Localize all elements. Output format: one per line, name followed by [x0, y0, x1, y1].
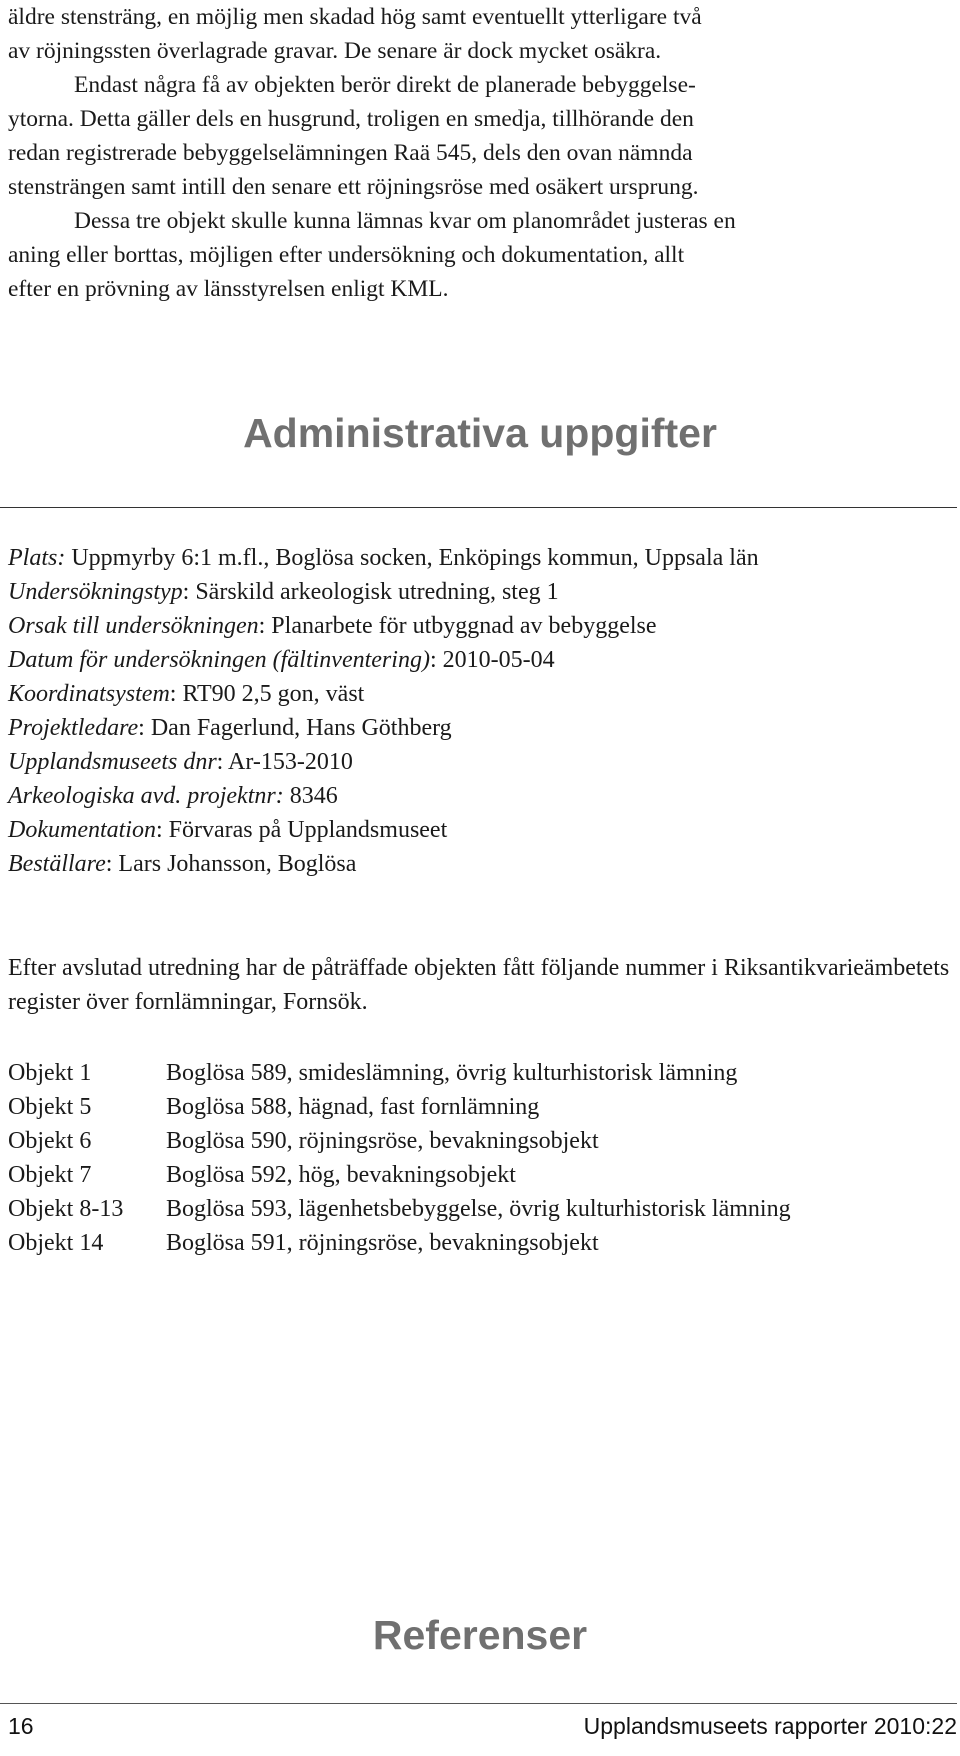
admin-value: : Planarbete för utbyggnad av bebyggelse: [258, 613, 657, 639]
admin-value: : Lars Johansson, Boglösa: [105, 851, 357, 877]
footer-divider: [0, 1703, 957, 1704]
list-item: [8, 1090, 952, 1124]
object-description: Boglösa 588, hägnad, fast fornlämning: [166, 1094, 540, 1120]
list-item: [8, 1158, 952, 1192]
admin-label: Upplandsmuseets dnr: [8, 749, 217, 775]
admin-label: Datum för undersökningen (fältinventering): [8, 647, 430, 673]
admin-value: : Förvaras på Upplandsmuseet: [155, 817, 448, 843]
intro-line: Dessa tre objekt skulle kunna lämnas kvar om planområdet justeras en: [74, 208, 736, 234]
object-description: Boglösa 592, hög, bevakningsobjekt: [166, 1162, 516, 1188]
intro-line: aning eller borttas, möjligen efter undersökning och dokumentation, allt: [8, 242, 685, 268]
admin-row-projektnr: [8, 779, 952, 813]
intro-line: stensträngen samt intill den senare ett röjningsröse med osäkert ursprung.: [8, 174, 699, 200]
object-id: Objekt 1: [8, 1060, 92, 1086]
intro-line: efter en prövning av länsstyrelsen enligt KML.: [8, 276, 449, 302]
list-item: [8, 1192, 952, 1226]
admin-row-datum: [8, 643, 952, 677]
admin-row-dnr: [8, 745, 952, 779]
intro-line: äldre stensträng, en möjlig men skadad hög samt eventuellt ytterligare två: [8, 4, 702, 30]
object-list: [8, 1056, 952, 1260]
admin-value: : Ar-153-2010: [216, 749, 353, 775]
report-series-title: Upplandsmuseets rapporter 2010:22: [583, 1713, 957, 1739]
section-divider: [0, 507, 957, 508]
list-item: [8, 1124, 952, 1158]
admin-value: 8346: [283, 783, 338, 809]
section-heading-admin: Administrativa uppgifter: [243, 410, 717, 456]
admin-value: : Särskild arkeologisk utredning, steg 1: [182, 579, 559, 605]
object-description: Boglösa 589, smideslämning, övrig kulturhistorisk lämning: [166, 1060, 738, 1086]
object-id: Objekt 6: [8, 1128, 92, 1154]
admin-label: Projektledare: [8, 715, 139, 741]
object-description: Boglösa 593, lägenhetsbebyggelse, övrig kulturhistorisk lämning: [166, 1196, 791, 1222]
object-description: Boglösa 591, röjningsröse, bevakningsobjekt: [166, 1230, 599, 1256]
admin-value: Uppmyrby 6:1 m.fl., Boglösa socken, Enköpings kommun, Uppsala län: [65, 545, 759, 571]
list-item: [8, 1226, 952, 1260]
admin-label: Plats:: [8, 545, 66, 571]
intro-paragraph: [8, 0, 952, 306]
admin-row-undersokningstyp: [8, 575, 952, 609]
admin-row-projektledare: [8, 711, 952, 745]
admin-value: : RT90 2,5 gon, väst: [169, 681, 365, 707]
admin-row-orsak: [8, 609, 952, 643]
admin-label: Koordinatsystem: [8, 681, 170, 707]
admin-details: [8, 541, 952, 881]
object-id: Objekt 5: [8, 1094, 92, 1120]
admin-label: Undersökningstyp: [8, 579, 183, 605]
admin-row-bestallare: [8, 847, 952, 881]
admin-value: : 2010-05-04: [429, 647, 555, 673]
object-id: Objekt 14: [8, 1230, 104, 1256]
intro-line: ytorna. Detta gäller dels en husgrund, troligen en smedja, tillhörande den: [8, 106, 694, 132]
admin-row-dokumentation: [8, 813, 952, 847]
admin-label: Dokumentation: [8, 817, 156, 843]
register-note: Efter avslutad utredning har de påträffade objekten fått följande nummer i Riksantikvarieämbetets register över fornlämningar, Fornsök.: [8, 955, 950, 1015]
section-heading-references: Referenser: [372, 1612, 588, 1658]
admin-label: Beställare: [8, 851, 106, 877]
intro-line: av röjningssten överlagrade gravar. De senare är dock mycket osäkra.: [8, 38, 662, 64]
object-id: Objekt 8-13: [8, 1196, 124, 1222]
object-description: Boglösa 590, röjningsröse, bevakningsobjekt: [166, 1128, 599, 1154]
object-id: Objekt 7: [8, 1162, 92, 1188]
admin-row-plats: [8, 541, 952, 575]
page-footer: [0, 1713, 960, 1743]
admin-label: Orsak till undersökningen: [8, 613, 259, 639]
intro-line: redan registrerade bebyggelselämningen Raä 545, dels den ovan nämnda: [8, 140, 693, 166]
admin-value: : Dan Fagerlund, Hans Göthberg: [138, 715, 452, 741]
admin-row-koordinatsystem: [8, 677, 952, 711]
intro-line: Endast några få av objekten berör direkt de planerade bebyggelse-: [74, 72, 696, 98]
list-item: [8, 1056, 952, 1090]
admin-label: Arkeologiska avd. projektnr:: [8, 783, 284, 809]
page-number: 16: [8, 1713, 34, 1739]
